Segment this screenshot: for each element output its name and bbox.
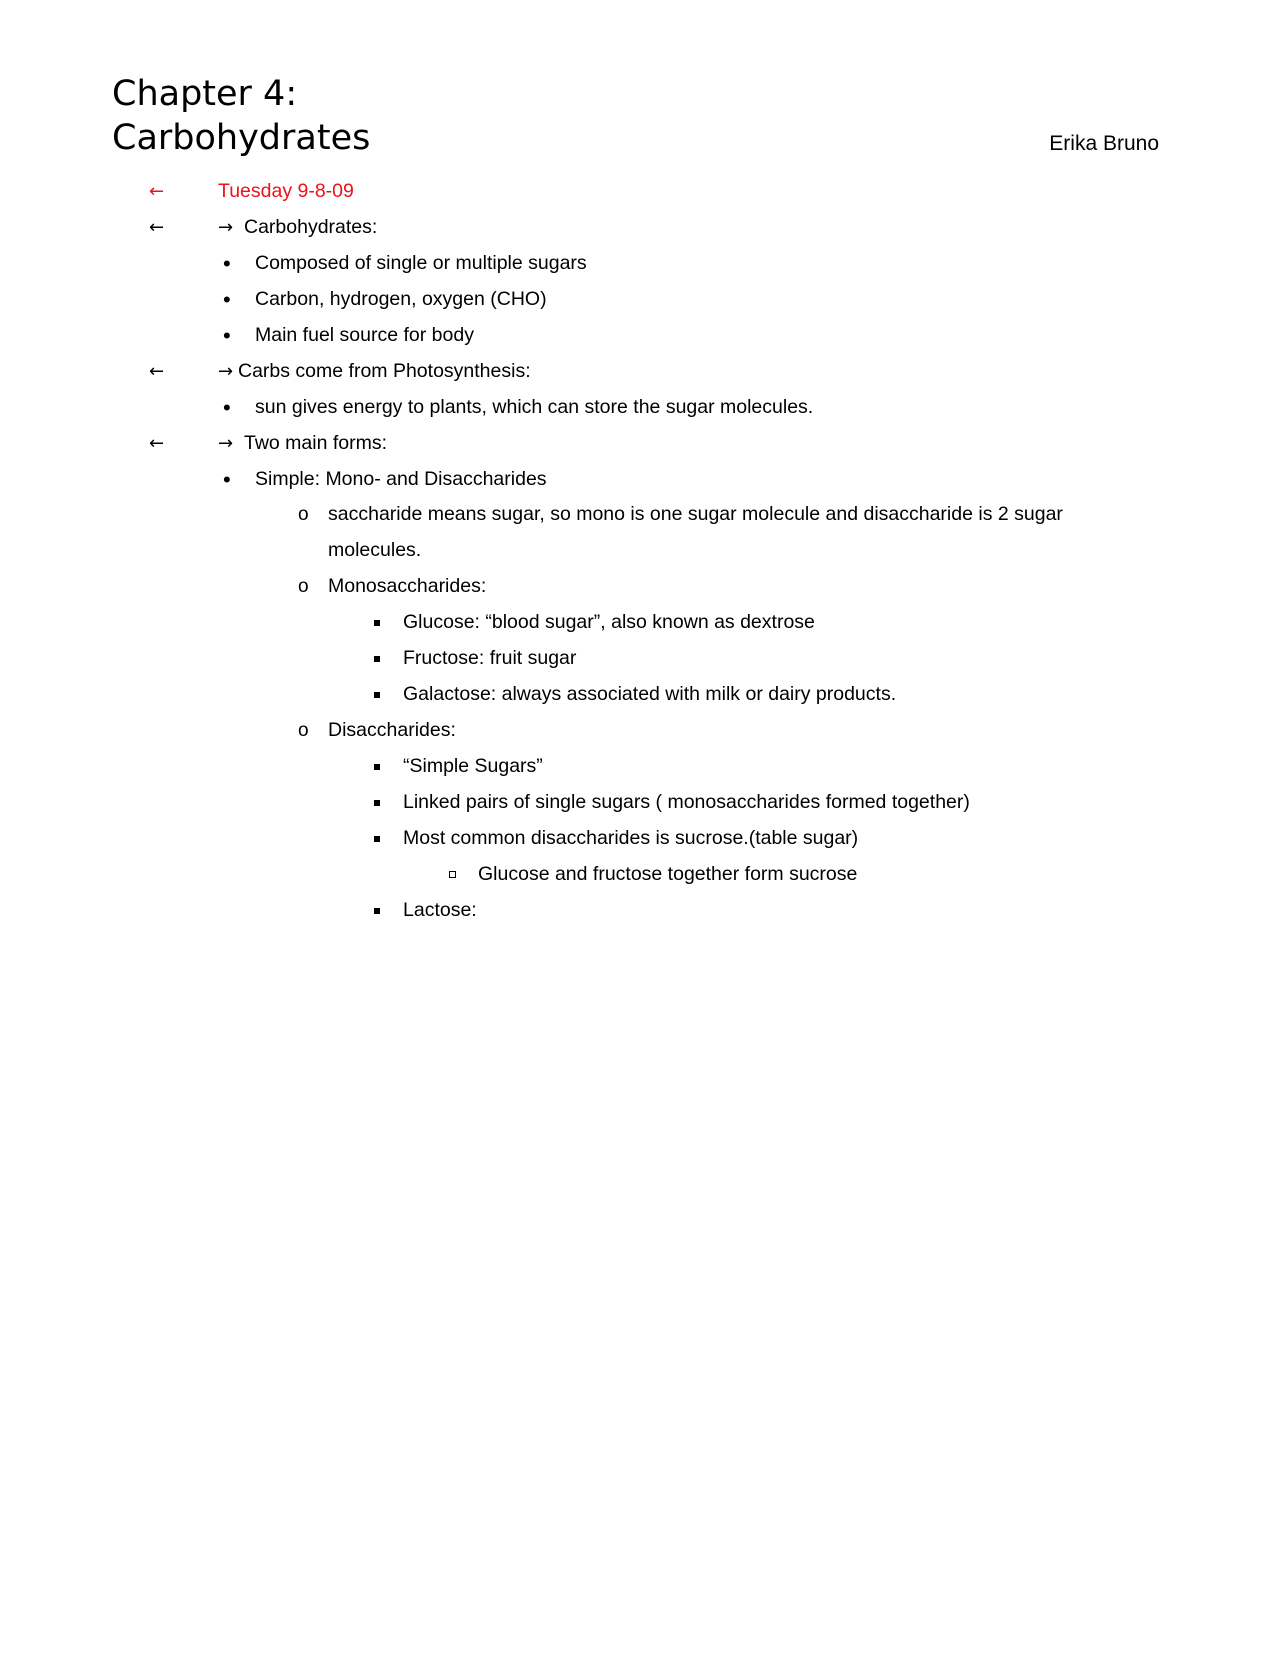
- list-item-text: Main fuel source for body: [255, 324, 474, 346]
- circle-bullet-icon: o: [298, 720, 309, 741]
- list-item-text: Composed of single or multiple sugars: [255, 252, 587, 274]
- nested-list-item: [0, 676, 1280, 713]
- nested-list-item-text: “Simple Sugars”: [403, 755, 543, 777]
- section-heading: [0, 353, 1280, 390]
- author-name: Erika Bruno: [1049, 132, 1159, 155]
- sub-list-item-continuation: [0, 532, 1280, 569]
- forward-arrow-icon: →: [218, 433, 234, 454]
- section-heading-text: Carbs come from Photosynthesis:: [238, 360, 531, 382]
- deep-list-item-text: Glucose and fructose together form sucrose: [478, 863, 858, 885]
- bullet-icon: •: [223, 467, 231, 492]
- back-arrow-icon: ←: [149, 181, 165, 202]
- back-arrow-icon: ←: [149, 217, 165, 238]
- deep-list-item: [0, 856, 1280, 893]
- page-title: [112, 72, 370, 160]
- sub-list-item-text: Monosaccharides:: [328, 575, 487, 597]
- date-text: Tuesday 9-8-09: [218, 180, 354, 202]
- circle-bullet-icon: o: [298, 576, 309, 597]
- sub-list-item-text: Disaccharides:: [328, 719, 456, 741]
- sub-list-item: [0, 712, 1280, 749]
- nested-list-item-text: Lactose:: [403, 899, 477, 921]
- bullet-icon: •: [223, 287, 231, 312]
- list-item-text: sun gives energy to plants, which can store the sugar molecules.: [255, 396, 814, 418]
- sub-list-item-text: molecules.: [328, 539, 422, 561]
- nested-list-item-text: Linked pairs of single sugars ( monosaccharides formed together): [403, 791, 970, 813]
- list-item: [0, 461, 1280, 498]
- bullet-icon: •: [223, 395, 231, 420]
- sub-list-item-text: saccharide means sugar, so mono is one sugar molecule and disaccharide is 2 sugar: [328, 503, 1063, 525]
- section-heading: [0, 209, 1280, 246]
- bullet-icon: •: [223, 251, 231, 276]
- nested-list-item-text: Glucose: “blood sugar”, also known as dextrose: [403, 611, 815, 633]
- title-line-1: Chapter 4:: [112, 74, 298, 114]
- section-heading: [0, 425, 1280, 462]
- list-item: [0, 281, 1280, 318]
- bullet-icon: •: [223, 323, 231, 348]
- nested-list-item: [0, 892, 1280, 929]
- nested-list-item: [0, 784, 1280, 821]
- list-item: [0, 317, 1280, 354]
- nested-list-item: [0, 748, 1280, 785]
- list-item-text: Simple: Mono- and Disaccharides: [255, 468, 547, 490]
- nested-list-item-text: Galactose: always associated with milk or dairy products.: [403, 683, 897, 705]
- date-line: [0, 173, 1280, 210]
- nested-list-item-text: Most common disaccharides is sucrose.(table sugar): [403, 827, 859, 849]
- forward-arrow-icon: →: [218, 217, 234, 238]
- section-heading-text: Carbohydrates:: [244, 216, 378, 238]
- nested-list-item: [0, 604, 1280, 641]
- list-item: [0, 389, 1280, 426]
- circle-bullet-icon: o: [298, 504, 309, 525]
- nested-list-item: [0, 820, 1280, 857]
- title-line-2: Carbohydrates: [112, 118, 371, 158]
- forward-arrow-icon: →: [218, 361, 234, 382]
- back-arrow-icon: ←: [149, 361, 165, 382]
- back-arrow-icon: ←: [149, 433, 165, 454]
- sub-list-item: [0, 568, 1280, 605]
- sub-list-item: [0, 496, 1280, 533]
- list-item: [0, 245, 1280, 282]
- section-heading-text: Two main forms:: [244, 432, 388, 454]
- nested-list-item-text: Fructose: fruit sugar: [403, 647, 577, 669]
- nested-list-item: [0, 640, 1280, 677]
- list-item-text: Carbon, hydrogen, oxygen (CHO): [255, 288, 547, 310]
